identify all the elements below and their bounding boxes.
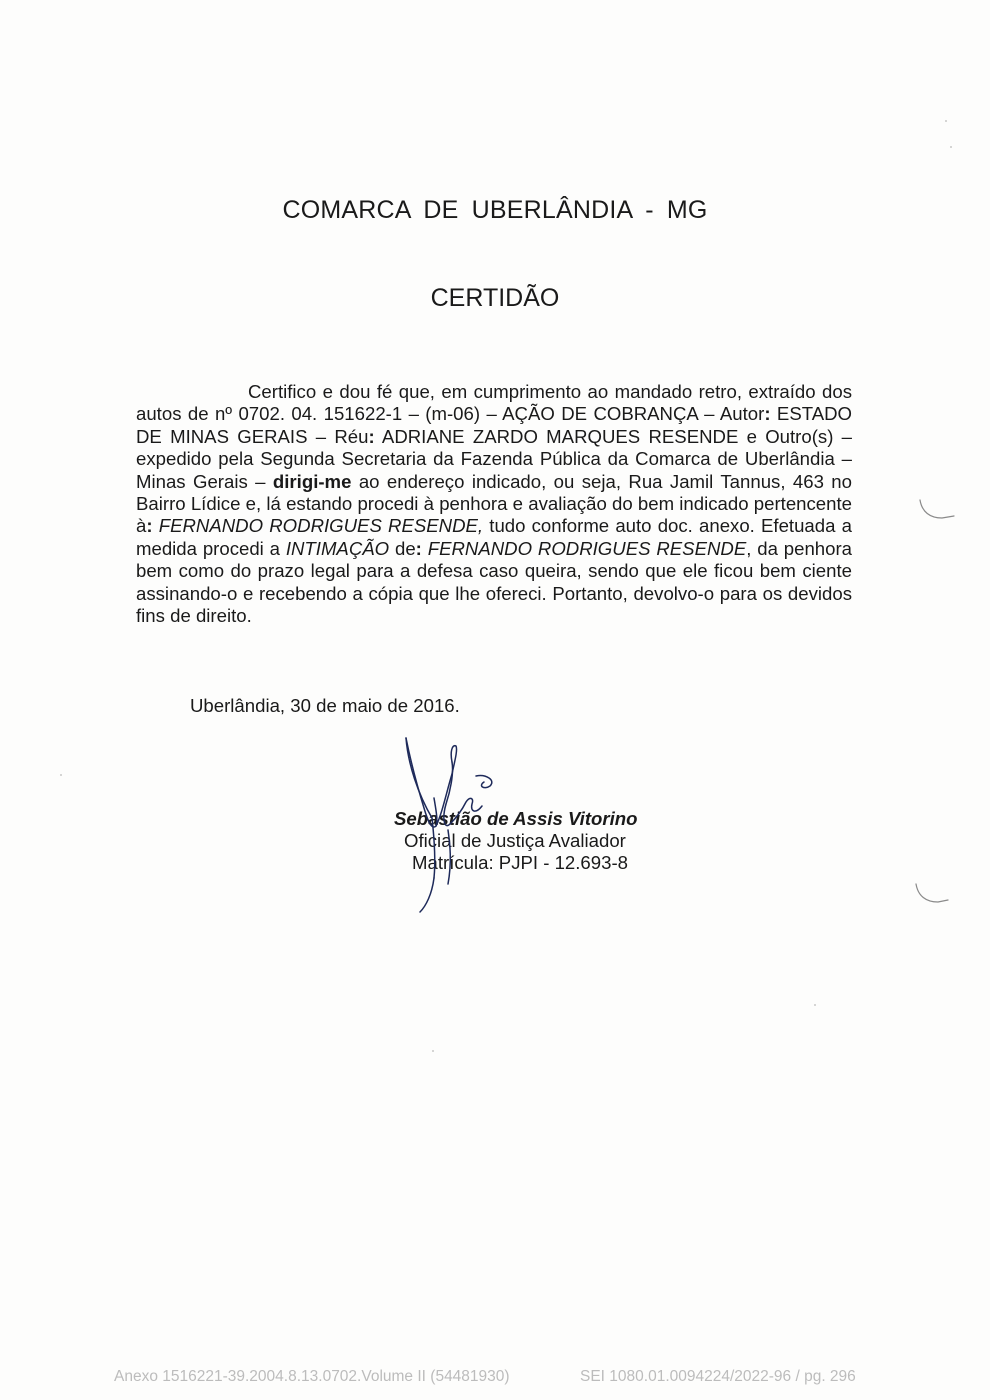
footer-page-reference: SEI 1080.01.0094224/2022-96 / pg. 296: [580, 1368, 856, 1385]
intimation-term: INTIMAÇÃO: [285, 537, 390, 559]
body-text-9: , da penhora bem como do prazo legal para a defesa caso queira, sendo que ele ficou bem ciente assinando-o e recebendo a cópia que lhe ofereci. Portanto, devolvo-o para os devidos fins de direito.: [136, 537, 852, 627]
body-text-1: Certifico e dou fé que, em cumprimento ao mandado retro, extraído dos autos de nº 0702. 04. 151622-1 – (m-06) – AÇÃO DE COBRANÇA – Autor: [136, 381, 852, 425]
body-colon-3: :: [146, 515, 153, 537]
body-text-3: ADRIANE ZARDO MARQUES RESENDE e Outro(s) – expedido pela Segunda Secretaria da Fazenda Pública da Comarca de Uberlândia – Minas Gerais –: [136, 425, 853, 492]
body-text-7: de: [389, 537, 416, 559]
document-heading: CERTIDÃO: [430, 284, 560, 312]
body-colon-1: :: [764, 403, 771, 425]
date-line: Uberlândia, 30 de maio de 2016.: [190, 695, 460, 716]
court-title: COMARCA DE UBERLÂNDIA - MG: [282, 196, 708, 224]
body-text-4: ao endereço indicado, ou seja, Rua Jamil Tannus, 463 no Bairro Lídice e, lá estando procedi à penhora e avaliação do bem indicado pertencente à: [136, 470, 852, 537]
body-colon-2: :: [368, 425, 375, 447]
margin-mark-upper: [918, 496, 958, 522]
signatory-registration: Matrícula: PJPI - 12.693-8: [412, 852, 628, 873]
intimated-name: FERNANDO RODRIGUES RESENDE: [427, 537, 747, 559]
body-colon-4: :: [415, 537, 422, 559]
certificate-body: [136, 381, 852, 627]
scan-speck: [432, 1050, 434, 1052]
scan-speck: [814, 1004, 816, 1006]
signatory-name: Sebastião de Assis Vitorino: [394, 808, 638, 829]
scan-speck: [945, 120, 947, 122]
body-text-2: ESTADO DE MINAS GERAIS – Réu: [136, 403, 852, 447]
body-text-6: tudo conforme auto doc. anexo. Efetuada a medida procedi a: [136, 515, 852, 559]
scan-speck: [950, 146, 952, 148]
scan-speck: [60, 774, 62, 776]
body-action-verb: dirigi-me: [272, 470, 352, 492]
signatory-role: Oficial de Justiça Avaliador: [404, 830, 626, 851]
footer-annex-reference: Anexo 1516221-39.2004.8.13.0702.Volume II (54481930): [114, 1368, 510, 1385]
handwritten-signature: [392, 734, 502, 914]
owner-name: FERNANDO RODRIGUES RESENDE,: [158, 515, 484, 537]
margin-mark-lower: [914, 880, 954, 906]
